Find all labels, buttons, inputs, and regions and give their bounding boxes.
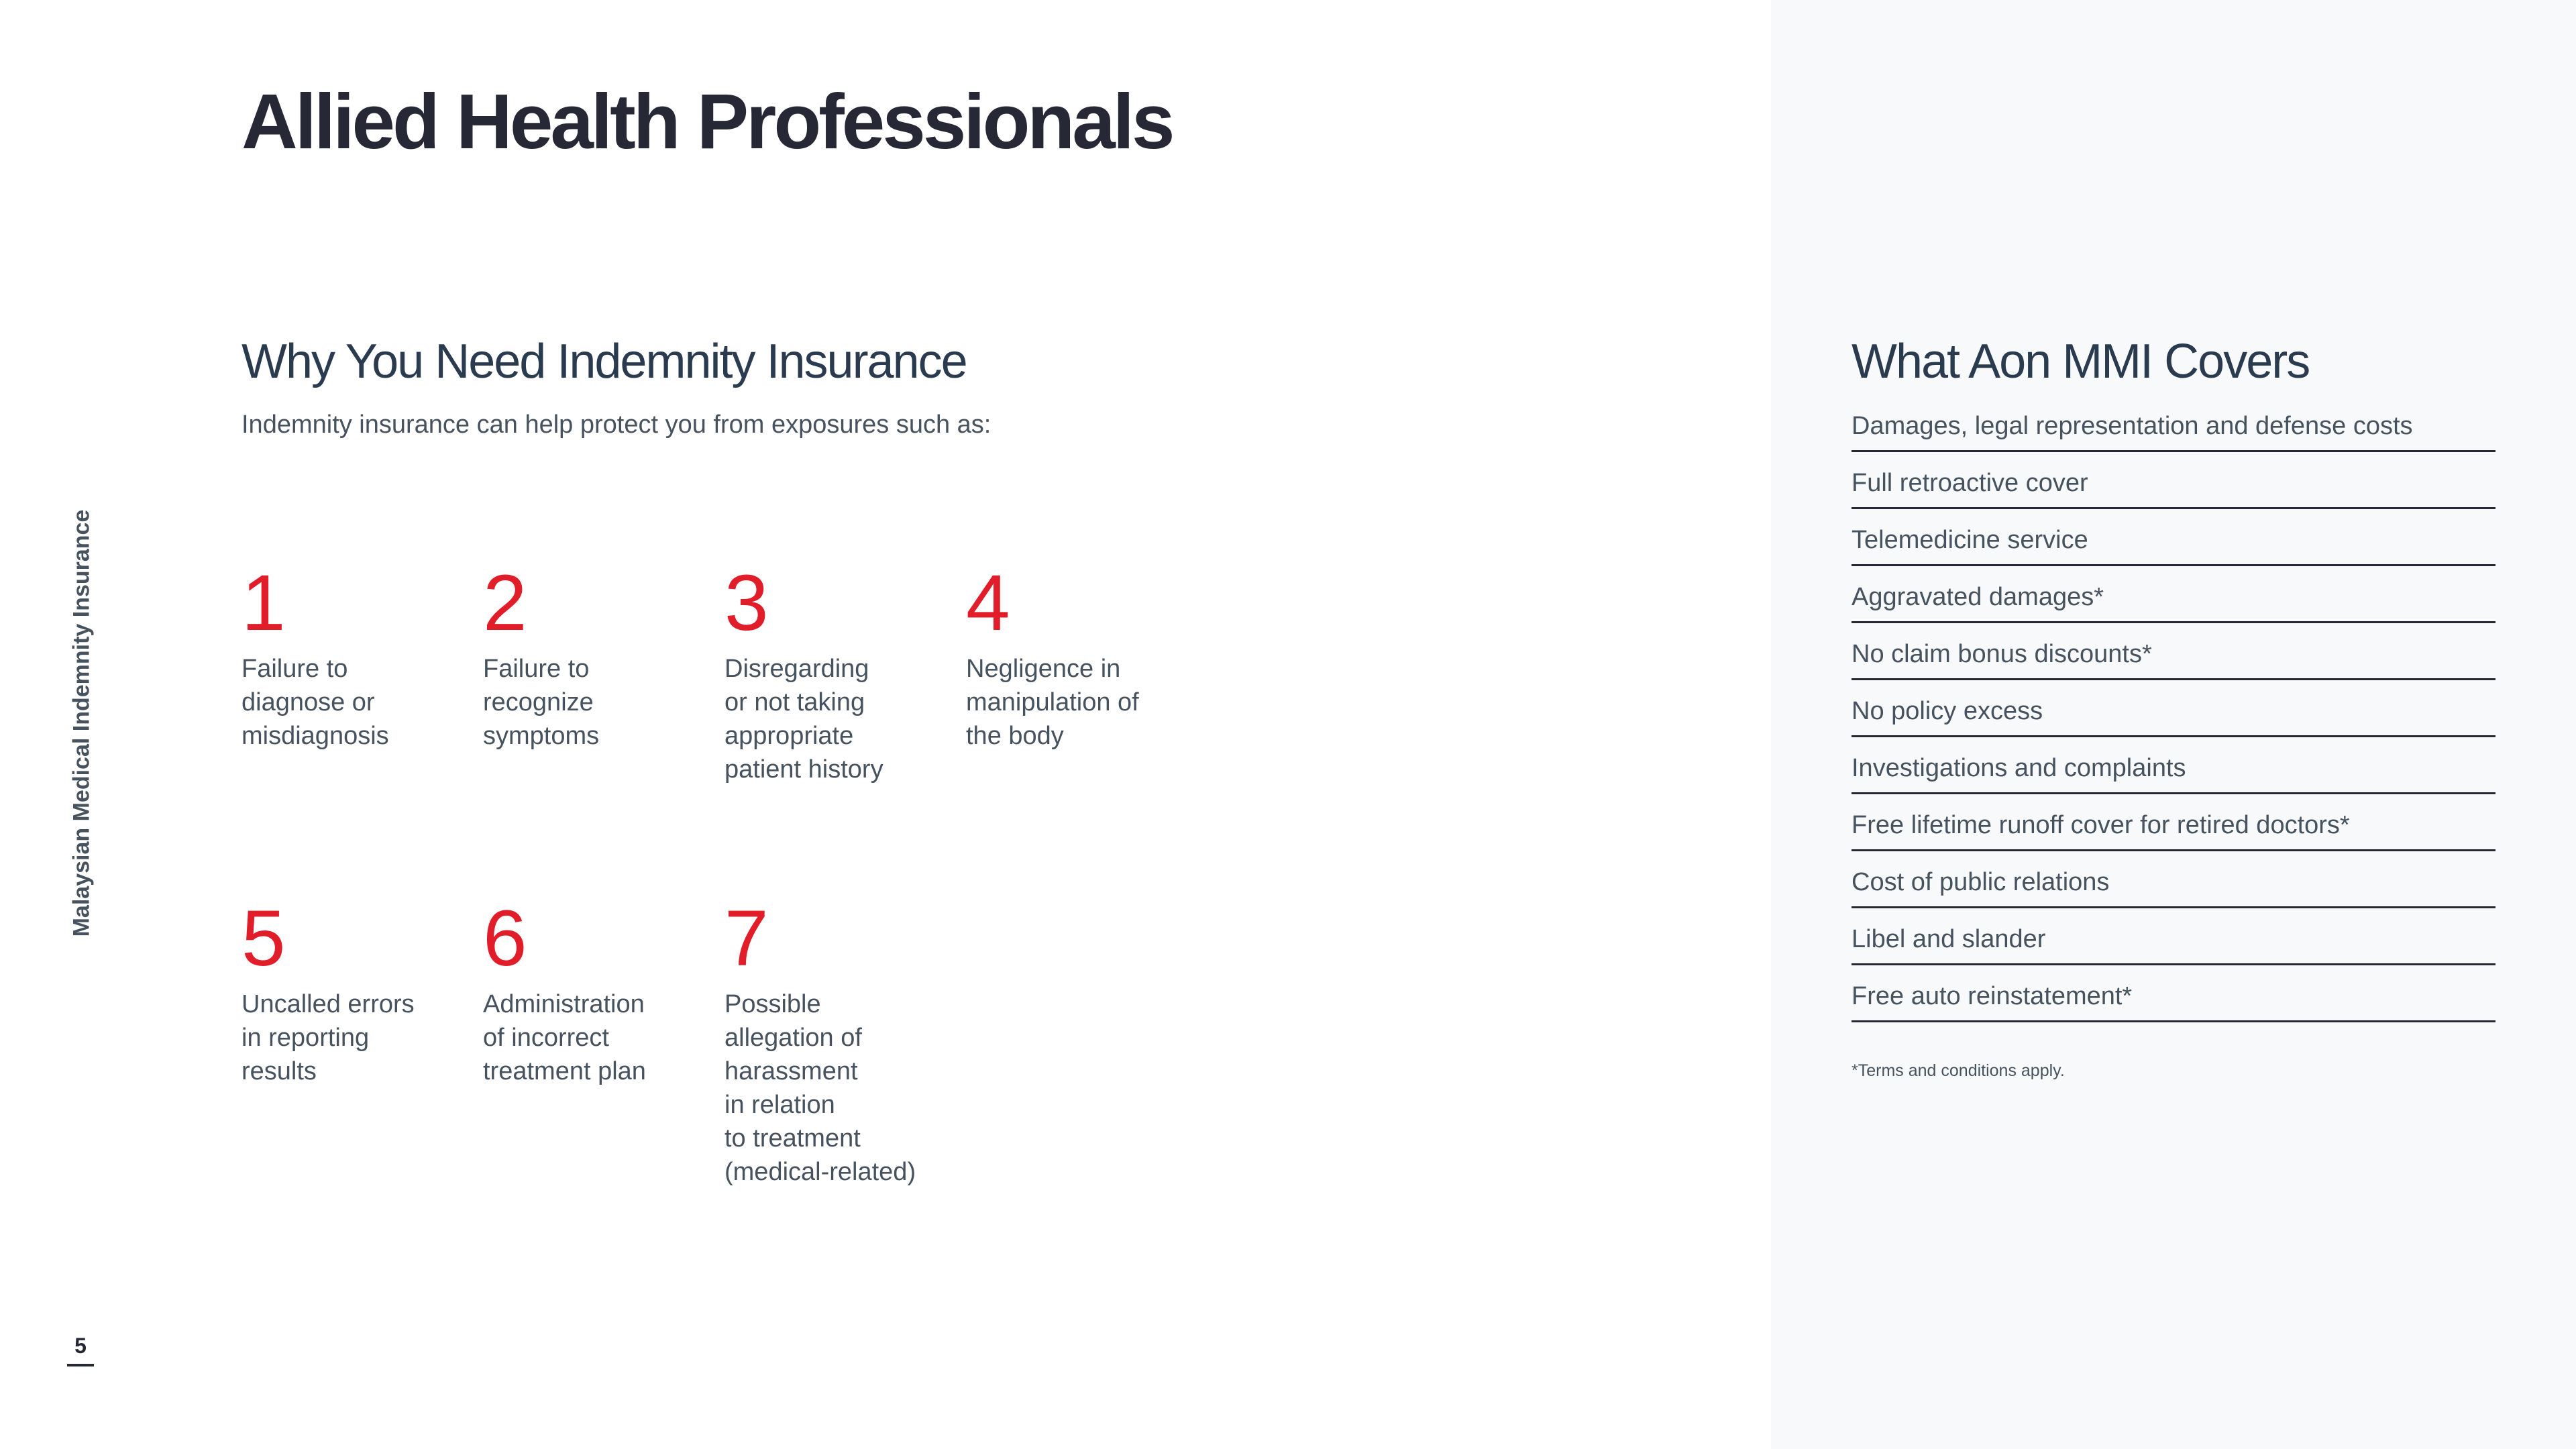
cover-item: Investigations and complaints xyxy=(1851,746,2496,794)
covers-list xyxy=(1851,404,2496,1031)
exposure-text: Administration of incorrect treatment plan xyxy=(483,990,646,1085)
exposure-text: Disregarding or not taking appropriate patient history xyxy=(724,655,883,784)
exposure-number: 2 xyxy=(483,559,527,647)
why-section-intro: Indemnity insurance can help protect you from exposures such as: xyxy=(241,411,991,439)
exposure-number: 7 xyxy=(724,894,769,983)
exposure-number: 4 xyxy=(966,559,1010,647)
page-number: 5 xyxy=(67,1334,94,1366)
exposure-text: Failure to recognize symptoms xyxy=(483,655,600,750)
exposure-item xyxy=(966,559,1194,753)
exposure-number: 6 xyxy=(483,894,527,983)
exposure-item xyxy=(483,894,711,1088)
cover-item: Damages, legal representation and defense costs xyxy=(1851,404,2496,452)
exposure-item xyxy=(241,894,470,1088)
exposure-item xyxy=(241,559,470,753)
cover-item: Libel and slander xyxy=(1851,917,2496,965)
cover-item: Free auto reinstatement* xyxy=(1851,974,2496,1022)
exposure-text: Negligence in manipulation of the body xyxy=(966,655,1139,750)
side-label: Malaysian Medical Indemnity Insurance xyxy=(68,509,95,937)
terms-note: *Terms and conditions apply. xyxy=(1851,1061,2065,1080)
cover-item: No policy excess xyxy=(1851,689,2496,737)
cover-item: Aggravated damages* xyxy=(1851,575,2496,623)
why-section-heading: Why You Need Indemnity Insurance xyxy=(241,335,967,388)
covers-section-heading: What Aon MMI Covers xyxy=(1851,335,2310,388)
cover-item: Full retroactive cover xyxy=(1851,461,2496,509)
exposure-text: Uncalled errors in reporting results xyxy=(241,990,415,1085)
exposure-item xyxy=(724,894,953,1189)
cover-item: Telemedicine service xyxy=(1851,518,2496,566)
cover-item: Cost of public relations xyxy=(1851,860,2496,908)
exposure-number: 5 xyxy=(241,894,286,983)
page-title: Allied Health Professionals xyxy=(241,78,1173,165)
cover-item: Free lifetime runoff cover for retired doctors* xyxy=(1851,803,2496,851)
exposure-item xyxy=(483,559,711,753)
exposure-item xyxy=(724,559,953,786)
exposure-number: 3 xyxy=(724,559,769,647)
exposure-text: Failure to diagnose or misdiagnosis xyxy=(241,655,389,750)
exposure-number: 1 xyxy=(241,559,286,647)
exposure-text: Possible allegation of harassment in relation to treatment (medical-related) xyxy=(724,990,916,1186)
covers-panel xyxy=(1771,0,2576,1449)
cover-item: No claim bonus discounts* xyxy=(1851,632,2496,680)
